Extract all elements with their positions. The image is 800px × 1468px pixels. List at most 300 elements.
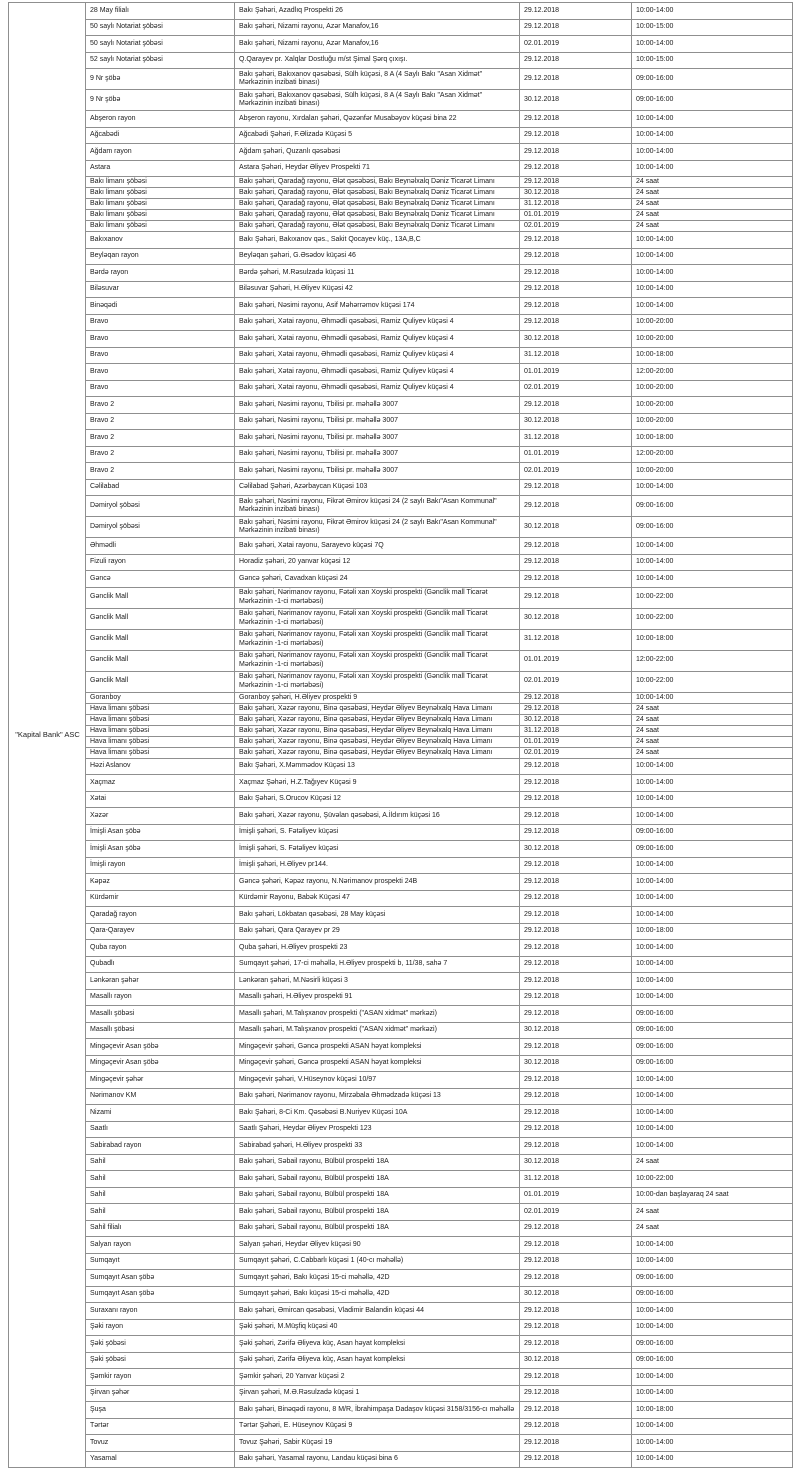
branch-cell: Şəki şöbəsi xyxy=(86,1336,235,1353)
address-cell: Beyləqan şəhəri, G.Əsədov küçəsi 46 xyxy=(235,248,520,265)
branch-cell: Bakıxanov xyxy=(86,232,235,249)
hours-cell: 10:00-18:00 xyxy=(632,1402,793,1419)
branch-cell: Astara xyxy=(86,160,235,177)
address-cell: Bakı şəhəri, Səbail rayonu, Bülbül prospekti 18A xyxy=(235,1187,520,1204)
branch-cell: Gənclik Mall xyxy=(86,650,235,671)
address-cell: Bakı Şəhəri, S.Orucov Küçəsi 12 xyxy=(235,791,520,808)
hours-cell: 10:00-14:00 xyxy=(632,808,793,825)
address-cell: Abşeron rayonu, Xırdalan şəhəri, Qəzənfər Musabəyov küçəsi bina 22 xyxy=(235,111,520,128)
hours-cell: 10:00-14:00 xyxy=(632,1105,793,1122)
table-row xyxy=(9,1286,793,1303)
address-cell: Bakı şəhəri, Qaradağ rayonu, Ələt qəsəbəsi, Bakı Beynəlxalq Dəniz Ticarət Limanı xyxy=(235,221,520,232)
date-cell: 29.12.2018 xyxy=(520,1418,632,1435)
date-cell: 29.12.2018 xyxy=(520,1385,632,1402)
branch-cell: Bravo 2 xyxy=(86,430,235,447)
branch-cell: 9 Nr şöbə xyxy=(86,69,235,90)
date-cell: 02.01.2019 xyxy=(520,36,632,53)
date-cell: 02.01.2019 xyxy=(520,1204,632,1221)
date-cell: 29.12.2018 xyxy=(520,940,632,957)
table-row xyxy=(9,629,793,650)
address-cell: Biləsuvar Şəhəri, H.Əliyev Küçəsi 42 xyxy=(235,281,520,298)
branch-cell: 50 saylı Notariat şöbəsi xyxy=(86,19,235,36)
branch-cell: Şəmkir rayon xyxy=(86,1369,235,1386)
address-cell: Goranboy şəhəri, H.Əliyev prospekti 9 xyxy=(235,692,520,703)
date-cell: 02.01.2019 xyxy=(520,747,632,758)
date-cell: 29.12.2018 xyxy=(520,1006,632,1023)
table-row xyxy=(9,463,793,480)
table-row xyxy=(9,973,793,990)
hours-cell: 10:00-14:00 xyxy=(632,940,793,957)
table-row xyxy=(9,1006,793,1023)
hours-cell: 10:00-14:00 xyxy=(632,1303,793,1320)
hours-cell: 10:00-14:00 xyxy=(632,1072,793,1089)
branch-cell: 28 May filialı xyxy=(86,3,235,20)
date-cell: 31.12.2018 xyxy=(520,199,632,210)
address-cell: Tovuz Şəhəri, Sabir Küçəsi 19 xyxy=(235,1435,520,1452)
branch-cell: Dəmiryol şöbəsi xyxy=(86,517,235,538)
table-row xyxy=(9,923,793,940)
date-cell: 29.12.2018 xyxy=(520,281,632,298)
hours-cell: 24 saat xyxy=(632,725,793,736)
table-row xyxy=(9,36,793,53)
date-cell: 29.12.2018 xyxy=(520,314,632,331)
date-cell: 29.12.2018 xyxy=(520,587,632,608)
date-cell: 29.12.2018 xyxy=(520,758,632,775)
branch-cell: Şəki şöbəsi xyxy=(86,1352,235,1369)
table-row xyxy=(9,397,793,414)
branch-cell: Sahil xyxy=(86,1154,235,1171)
hours-cell: 10:00-14:00 xyxy=(632,298,793,315)
address-cell: Bakı Şəhəri, 8-Ci Km. Qəsəbəsi B.Nuriyev Küçəsi 10A xyxy=(235,1105,520,1122)
hours-cell: 10:00-20:00 xyxy=(632,331,793,348)
date-cell: 29.12.2018 xyxy=(520,127,632,144)
hours-cell: 10:00-15:00 xyxy=(632,52,793,69)
hours-cell: 09:00-16:00 xyxy=(632,1022,793,1039)
branch-cell: Masallı rayon xyxy=(86,989,235,1006)
date-cell: 29.12.2018 xyxy=(520,1253,632,1270)
date-cell: 29.12.2018 xyxy=(520,703,632,714)
branch-cell: Tovuz xyxy=(86,1435,235,1452)
table-row xyxy=(9,111,793,128)
table-row xyxy=(9,1105,793,1122)
date-cell: 29.12.2018 xyxy=(520,571,632,588)
date-cell: 29.12.2018 xyxy=(520,160,632,177)
branch-cell: Cəlilabad xyxy=(86,479,235,496)
table-row xyxy=(9,956,793,973)
date-cell: 01.01.2019 xyxy=(520,364,632,381)
branch-cell: İmişli rayon xyxy=(86,857,235,874)
branch-cell: Bravo xyxy=(86,314,235,331)
date-cell: 30.12.2018 xyxy=(520,1286,632,1303)
address-cell: Bakı şəhəri, Bakıxanov qəsəbəsi, Sülh küçəsi, 8 A (4 Saylı Bakı "Asan Xidmət" Mərkəzinin inzibati binası) xyxy=(235,90,520,111)
hours-cell: 10:00-14:00 xyxy=(632,160,793,177)
date-cell: 29.12.2018 xyxy=(520,496,632,517)
date-cell: 29.12.2018 xyxy=(520,1270,632,1287)
hours-cell: 09:00-16:00 xyxy=(632,1352,793,1369)
address-cell: Bakı şəhəri, Nəsimi rayonu, Fikrət Əmirov küçəsi 24 (2 saylı Bakı"Asan Kommunal" Mərkəzinin inzibati binası) xyxy=(235,496,520,517)
table-row xyxy=(9,791,793,808)
address-cell: Ağdam şəhəri, Quzanlı qəsəbəsi xyxy=(235,144,520,161)
hours-cell: 10:00-15:00 xyxy=(632,19,793,36)
address-cell: Bakı şəhəri, Xəzər rayonu, Binə qəsəbəsi, Heydər Əliyev Beynəlxalq Hava Limanı xyxy=(235,703,520,714)
branch-cell: Saatlı xyxy=(86,1121,235,1138)
date-cell: 29.12.2018 xyxy=(520,890,632,907)
hours-cell: 10:00-14:00 xyxy=(632,248,793,265)
table-row xyxy=(9,725,793,736)
table-row xyxy=(9,1303,793,1320)
address-cell: Şirvan şəhəri, M.Ə.Rəsulzadə küçəsi 1 xyxy=(235,1385,520,1402)
table-row xyxy=(9,1336,793,1353)
date-cell: 30.12.2018 xyxy=(520,608,632,629)
address-cell: Horadiz şəhəri, 20 yanvar küçəsi 12 xyxy=(235,554,520,571)
branch-cell: Mingəçevir Asan şöbə xyxy=(86,1055,235,1072)
hours-cell: 09:00-16:00 xyxy=(632,1336,793,1353)
hours-cell: 10:00-14:00 xyxy=(632,1319,793,1336)
date-cell: 29.12.2018 xyxy=(520,248,632,265)
branch-cell: Salyan rayon xyxy=(86,1237,235,1254)
address-cell: Sumqayıt şəhəri, Bakı küçəsi 15-ci məhəllə, 42D xyxy=(235,1270,520,1287)
bank-name-cell: "Kapital Bank" ASC xyxy=(9,3,86,1468)
table-row xyxy=(9,281,793,298)
table-row xyxy=(9,144,793,161)
address-cell: Bakı şəhəri, Yasamal rayonu, Landau küçəsi bina 6 xyxy=(235,1451,520,1468)
hours-cell: 10:00-20:00 xyxy=(632,463,793,480)
branch-cell: Hava limanı şöbəsi xyxy=(86,747,235,758)
date-cell: 31.12.2018 xyxy=(520,629,632,650)
date-cell: 29.12.2018 xyxy=(520,1105,632,1122)
table-row xyxy=(9,1220,793,1237)
address-cell: Bakı şəhəri, Xətai rayonu, Əhmədli qəsəbəsi, Ramiz Quliyev küçəsi 4 xyxy=(235,331,520,348)
date-cell: 29.12.2018 xyxy=(520,1336,632,1353)
hours-cell: 10:00-14:00 xyxy=(632,232,793,249)
hours-cell: 24 saat xyxy=(632,747,793,758)
date-cell: 29.12.2018 xyxy=(520,177,632,188)
date-cell: 02.01.2019 xyxy=(520,671,632,692)
table-row xyxy=(9,1138,793,1155)
date-cell: 29.12.2018 xyxy=(520,479,632,496)
table-row xyxy=(9,199,793,210)
branch-cell: Bakı limanı şöbəsi xyxy=(86,221,235,232)
table-row xyxy=(9,1055,793,1072)
hours-cell: 24 saat xyxy=(632,188,793,199)
table-row xyxy=(9,90,793,111)
hours-cell: 10:00-14:00 xyxy=(632,775,793,792)
table-row xyxy=(9,127,793,144)
hours-cell: 10:00-14:00 xyxy=(632,1138,793,1155)
date-cell: 30.12.2018 xyxy=(520,188,632,199)
table-row xyxy=(9,210,793,221)
date-cell: 29.12.2018 xyxy=(520,874,632,891)
hours-cell: 12:00-20:00 xyxy=(632,364,793,381)
hours-cell: 09:00-16:00 xyxy=(632,824,793,841)
branch-cell: Bravo xyxy=(86,364,235,381)
table-row xyxy=(9,188,793,199)
branch-cell: Mingəçevir şəhər xyxy=(86,1072,235,1089)
address-cell: Bakı şəhəri, Bakıxanov qəsəbəsi, Sülh küçəsi, 8 A (4 Saylı Bakı "Asan Xidmət" Mərkəzinin inzibati binası) xyxy=(235,69,520,90)
address-cell: Bakı şəhəri, Nərimanov rayonu, Fətəli xan Xoyski prospekti (Gənclik mall Ticarət Mərkəzinin -1-ci mərtəbəsi) xyxy=(235,587,520,608)
hours-cell: 10:00-14:00 xyxy=(632,973,793,990)
table-row xyxy=(9,571,793,588)
branch-cell: Quba rayon xyxy=(86,940,235,957)
address-cell: Q.Qarayev pr. Xalqlar Dostluğu m/st Şimal Şərq çıxışı. xyxy=(235,52,520,69)
address-cell: Tərtər Şəhəri, E. Hüseynov Küçəsi 9 xyxy=(235,1418,520,1435)
address-cell: Mingəçevir şəhəri, Gəncə prospekti ASAN həyat kompleksi xyxy=(235,1055,520,1072)
date-cell: 30.12.2018 xyxy=(520,1022,632,1039)
address-cell: Bakı şəhəri, Səbail rayonu, Bülbül prospekti 18A xyxy=(235,1154,520,1171)
branch-cell: İmişli Asan şöbə xyxy=(86,824,235,841)
table-row xyxy=(9,517,793,538)
hours-cell: 10:00-14:00 xyxy=(632,692,793,703)
date-cell: 30.12.2018 xyxy=(520,841,632,858)
table-row xyxy=(9,736,793,747)
branch-cell: Sahil xyxy=(86,1171,235,1188)
address-cell: Bakı şəhəri, Səbail rayonu, Bülbül prospekti 18A xyxy=(235,1171,520,1188)
date-cell: 29.12.2018 xyxy=(520,692,632,703)
address-cell: Bakı Şəhəri, Azadlıq Prospekti 26 xyxy=(235,3,520,20)
branch-cell: Ağdam rayon xyxy=(86,144,235,161)
address-cell: Bakı Şəhəri, X.Məmmədov Küçəsi 13 xyxy=(235,758,520,775)
address-cell: Şəki şəhəri, Zərifə Əliyeva küç, Asan həyat kompleksi xyxy=(235,1336,520,1353)
date-cell: 29.12.2018 xyxy=(520,1303,632,1320)
hours-cell: 10:00-18:00 xyxy=(632,430,793,447)
address-cell: Bakı şəhəri, Xətai rayonu, Əhmədli qəsəbəsi, Ramiz Quliyev küçəsi 4 xyxy=(235,347,520,364)
branch-cell: Yasamal xyxy=(86,1451,235,1468)
date-cell: 29.12.2018 xyxy=(520,1451,632,1468)
address-cell: Lənkəran şəhəri, M.Nəsirli küçəsi 3 xyxy=(235,973,520,990)
branch-cell: Hava limanı şöbəsi xyxy=(86,725,235,736)
date-cell: 29.12.2018 xyxy=(520,397,632,414)
branch-cell: Sumqayıt xyxy=(86,1253,235,1270)
branch-cell: Kəpəz xyxy=(86,874,235,891)
branch-cell: Bakı limanı şöbəsi xyxy=(86,188,235,199)
address-cell: Bakı şəhəri, Nərimanov rayonu, Fətəli xan Xoyski prospekti (Gənclik mall Ticarət Mərkəzinin -1-ci mərtəbəsi) xyxy=(235,650,520,671)
table-row xyxy=(9,650,793,671)
hours-cell: 10:00-14:00 xyxy=(632,554,793,571)
hours-cell: 24 saat xyxy=(632,221,793,232)
branch-cell: Bravo xyxy=(86,347,235,364)
table-row xyxy=(9,554,793,571)
table-row xyxy=(9,3,793,20)
address-cell: Bakı Şəhəri, Bakıxanov qəs., Sakit Qocayev küç., 13A,B,C xyxy=(235,232,520,249)
hours-cell: 10:00-20:00 xyxy=(632,314,793,331)
branch-cell: Gəncə xyxy=(86,571,235,588)
address-cell: Bakı şəhəri, Nəsimi rayonu, Asif Məhərrəmov küçəsi 174 xyxy=(235,298,520,315)
hours-cell: 10:00-14:00 xyxy=(632,538,793,555)
date-cell: 29.12.2018 xyxy=(520,907,632,924)
table-row xyxy=(9,232,793,249)
table-row xyxy=(9,747,793,758)
hours-cell: 10:00-20:00 xyxy=(632,413,793,430)
hours-cell: 10:00-14:00 xyxy=(632,479,793,496)
hours-cell: 12:00-22:00 xyxy=(632,650,793,671)
hours-cell: 09:00-16:00 xyxy=(632,496,793,517)
address-cell: Saatlı Şəhəri, Heydər Əliyev Prospekti 123 xyxy=(235,1121,520,1138)
branch-cell: Gənclik Mall xyxy=(86,608,235,629)
hours-cell: 10:00-14:00 xyxy=(632,1385,793,1402)
date-cell: 29.12.2018 xyxy=(520,791,632,808)
branch-cell: Xaçmaz xyxy=(86,775,235,792)
hours-cell: 10:00-14:00 xyxy=(632,127,793,144)
address-cell: Şəmkir şəhəri, 20 Yanvar küçəsi 2 xyxy=(235,1369,520,1386)
table-row xyxy=(9,160,793,177)
branch-cell: Şirvan şəhər xyxy=(86,1385,235,1402)
address-cell: Bakı şəhəri, Xətai rayonu, Əhmədli qəsəbəsi, Ramiz Quliyev küçəsi 4 xyxy=(235,314,520,331)
address-cell: Bakı şəhəri, Lökbatan qəsəbəsi, 28 May küçəsi xyxy=(235,907,520,924)
address-cell: Bakı şəhəri, Qaradağ rayonu, Ələt qəsəbəsi, Bakı Beynəlxalq Dəniz Ticarət Limanı xyxy=(235,199,520,210)
date-cell: 29.12.2018 xyxy=(520,52,632,69)
hours-cell: 24 saat xyxy=(632,1220,793,1237)
branch-cell: Bravo 2 xyxy=(86,463,235,480)
branch-cell: Gənclik Mall xyxy=(86,671,235,692)
table-row xyxy=(9,413,793,430)
hours-cell: 09:00-16:00 xyxy=(632,69,793,90)
date-cell: 29.12.2018 xyxy=(520,1138,632,1155)
hours-cell: 09:00-16:00 xyxy=(632,90,793,111)
date-cell: 30.12.2018 xyxy=(520,413,632,430)
date-cell: 30.12.2018 xyxy=(520,1352,632,1369)
address-cell: Mingəçevir şəhəri, V.Hüseynov küçəsi 10/97 xyxy=(235,1072,520,1089)
table-row xyxy=(9,265,793,282)
branch-cell: 52 saylı Notariat şöbəsi xyxy=(86,52,235,69)
address-cell: Bakı şəhəri, Xəzər rayonu, Binə qəsəbəsi, Heydər Əliyev Beynəlxalq Hava Limanı xyxy=(235,714,520,725)
hours-cell: 10:00-14:00 xyxy=(632,857,793,874)
address-cell: Bakı şəhəri, Nərimanov rayonu, Fətəli xan Xoyski prospekti (Gənclik mall Ticarət Mərkəzinin -1-ci mərtəbəsi) xyxy=(235,671,520,692)
table-row xyxy=(9,52,793,69)
address-cell: Bakı şəhəri, Səbail rayonu, Bülbül prospekti 18A xyxy=(235,1220,520,1237)
table-row xyxy=(9,1088,793,1105)
date-cell: 29.12.2018 xyxy=(520,3,632,20)
table-row xyxy=(9,671,793,692)
hours-cell: 10:00-14:00 xyxy=(632,1369,793,1386)
date-cell: 01.01.2019 xyxy=(520,1187,632,1204)
address-cell: Bakı şəhəri, Nəsimi rayonu, Tbilisi pr. məhəllə 3007 xyxy=(235,430,520,447)
date-cell: 29.12.2018 xyxy=(520,824,632,841)
hours-cell: 10:00-22:00 xyxy=(632,671,793,692)
date-cell: 29.12.2018 xyxy=(520,1039,632,1056)
date-cell: 02.01.2019 xyxy=(520,221,632,232)
address-cell: Bakı şəhəri, Xəzər rayonu, Binə qəsəbəsi, Heydər Əliyev Beynəlxalq Hava Limanı xyxy=(235,725,520,736)
address-cell: Bakı şəhəri, Qaradağ rayonu, Ələt qəsəbəsi, Bakı Beynəlxalq Dəniz Ticarət Limanı xyxy=(235,210,520,221)
hours-cell: 10:00-14:00 xyxy=(632,1418,793,1435)
branch-cell: Bakı limanı şöbəsi xyxy=(86,199,235,210)
hours-cell: 10:00-14:00 xyxy=(632,874,793,891)
hours-cell: 10:00-14:00 xyxy=(632,1121,793,1138)
hours-cell: 10:00-20:00 xyxy=(632,397,793,414)
address-cell: Bakı şəhəri, Qaradağ rayonu, Ələt qəsəbəsi, Bakı Beynəlxalq Dəniz Ticarət Limanı xyxy=(235,188,520,199)
address-cell: Bakı şəhəri, Səbail rayonu, Bülbül prospekti 18A xyxy=(235,1204,520,1221)
address-cell: Bakı şəhəri, Xətai rayonu, Sarayevo küçəsi 7Q xyxy=(235,538,520,555)
address-cell: Bərdə şəhəri, M.Rəsulzadə küçəsi 11 xyxy=(235,265,520,282)
address-cell: Şəki şəhəri, M.Müşfiq küçəsi 40 xyxy=(235,1319,520,1336)
date-cell: 01.01.2019 xyxy=(520,446,632,463)
date-cell: 29.12.2018 xyxy=(520,69,632,90)
branch-cell: Sumqayıt Asan şöbə xyxy=(86,1270,235,1287)
address-cell: Bakı şəhəri, Nərimanov rayonu, Fətəli xan Xoyski prospekti (Gənclik mall Ticarət Mərkəzinin -1-ci mərtəbəsi) xyxy=(235,608,520,629)
branch-cell: Həzi Aslanov xyxy=(86,758,235,775)
date-cell: 29.12.2018 xyxy=(520,554,632,571)
table-row xyxy=(9,538,793,555)
branch-cell: Tərtər xyxy=(86,1418,235,1435)
date-cell: 01.01.2019 xyxy=(520,736,632,747)
address-cell: Mingəçevir şəhəri, Gəncə prospekti ASAN həyat kompleksi xyxy=(235,1039,520,1056)
branch-cell: Ağcabədi xyxy=(86,127,235,144)
address-cell: Bakı şəhəri, Nizami rayonu, Azər Manafov,16 xyxy=(235,36,520,53)
date-cell: 29.12.2018 xyxy=(520,298,632,315)
table-row xyxy=(9,703,793,714)
date-cell: 31.12.2018 xyxy=(520,725,632,736)
date-cell: 29.12.2018 xyxy=(520,232,632,249)
branch-cell: Gənclik Mall xyxy=(86,629,235,650)
date-cell: 31.12.2018 xyxy=(520,430,632,447)
table-row xyxy=(9,1385,793,1402)
branch-cell: Bravo 2 xyxy=(86,413,235,430)
hours-cell: 10:00-14:00 xyxy=(632,1435,793,1452)
table-row xyxy=(9,608,793,629)
hours-cell: 10:00-14:00 xyxy=(632,265,793,282)
table-row xyxy=(9,841,793,858)
hours-cell: 09:00-16:00 xyxy=(632,1270,793,1287)
branch-cell: Bakı limanı şöbəsi xyxy=(86,177,235,188)
hours-cell: 24 saat xyxy=(632,199,793,210)
branch-cell: Sahil xyxy=(86,1204,235,1221)
address-cell: İmişli şəhəri, S. Fətəliyev küçəsi xyxy=(235,841,520,858)
date-cell: 29.12.2018 xyxy=(520,973,632,990)
branch-cell: Nizami xyxy=(86,1105,235,1122)
table-row xyxy=(9,890,793,907)
branch-cell: Bravo xyxy=(86,331,235,348)
table-row xyxy=(9,1369,793,1386)
hours-cell: 10:00-14:00 xyxy=(632,36,793,53)
address-cell: Sumqayıt şəhəri, Bakı küçəsi 15-ci məhəllə, 42D xyxy=(235,1286,520,1303)
table-row xyxy=(9,177,793,188)
branch-cell: İmişli Asan şöbə xyxy=(86,841,235,858)
date-cell: 29.12.2018 xyxy=(520,265,632,282)
branch-cell: Masallı şöbəsi xyxy=(86,1022,235,1039)
branch-cell: Fizuli rayon xyxy=(86,554,235,571)
table-row xyxy=(9,1204,793,1221)
hours-cell: 24 saat xyxy=(632,736,793,747)
table-row xyxy=(9,1418,793,1435)
branch-cell: Beyləqan rayon xyxy=(86,248,235,265)
branch-cell: Bravo xyxy=(86,380,235,397)
address-cell: Masallı şəhəri, M.Talışxanov prospekti ("ASAN xidmət" mərkəzi) xyxy=(235,1022,520,1039)
hours-cell: 10:00-14:00 xyxy=(632,956,793,973)
table-row xyxy=(9,824,793,841)
branch-cell: Dəmiryol şöbəsi xyxy=(86,496,235,517)
date-cell: 29.12.2018 xyxy=(520,808,632,825)
address-cell: Şəki şəhəri, Zərifə Əliyeva küç, Asan həyat kompleksi xyxy=(235,1352,520,1369)
hours-cell: 10:00-22:00 xyxy=(632,587,793,608)
branch-cell: Qubadlı xyxy=(86,956,235,973)
address-cell: Gəncə şəhəri, Cavadxan küçəsi 24 xyxy=(235,571,520,588)
hours-cell: 09:00-16:00 xyxy=(632,841,793,858)
hours-cell: 24 saat xyxy=(632,1154,793,1171)
hours-cell: 10:00-14:00 xyxy=(632,3,793,20)
date-cell: 29.12.2018 xyxy=(520,989,632,1006)
hours-cell: 10:00-18:00 xyxy=(632,347,793,364)
branch-cell: Masallı şöbəsi xyxy=(86,1006,235,1023)
date-cell: 29.12.2018 xyxy=(520,19,632,36)
table-row xyxy=(9,1435,793,1452)
table-row xyxy=(9,69,793,90)
hours-cell: 09:00-16:00 xyxy=(632,1286,793,1303)
address-cell: Ağcabədi Şəhəri, F.Əlizadə Küçəsi 5 xyxy=(235,127,520,144)
table-row xyxy=(9,1451,793,1468)
branch-cell: Gənclik Mall xyxy=(86,587,235,608)
branch-cell: Bakı limanı şöbəsi xyxy=(86,210,235,221)
table-row xyxy=(9,248,793,265)
address-cell: Xaçmaz Şəhəri, H.Z.Tağıyev Küçəsi 9 xyxy=(235,775,520,792)
